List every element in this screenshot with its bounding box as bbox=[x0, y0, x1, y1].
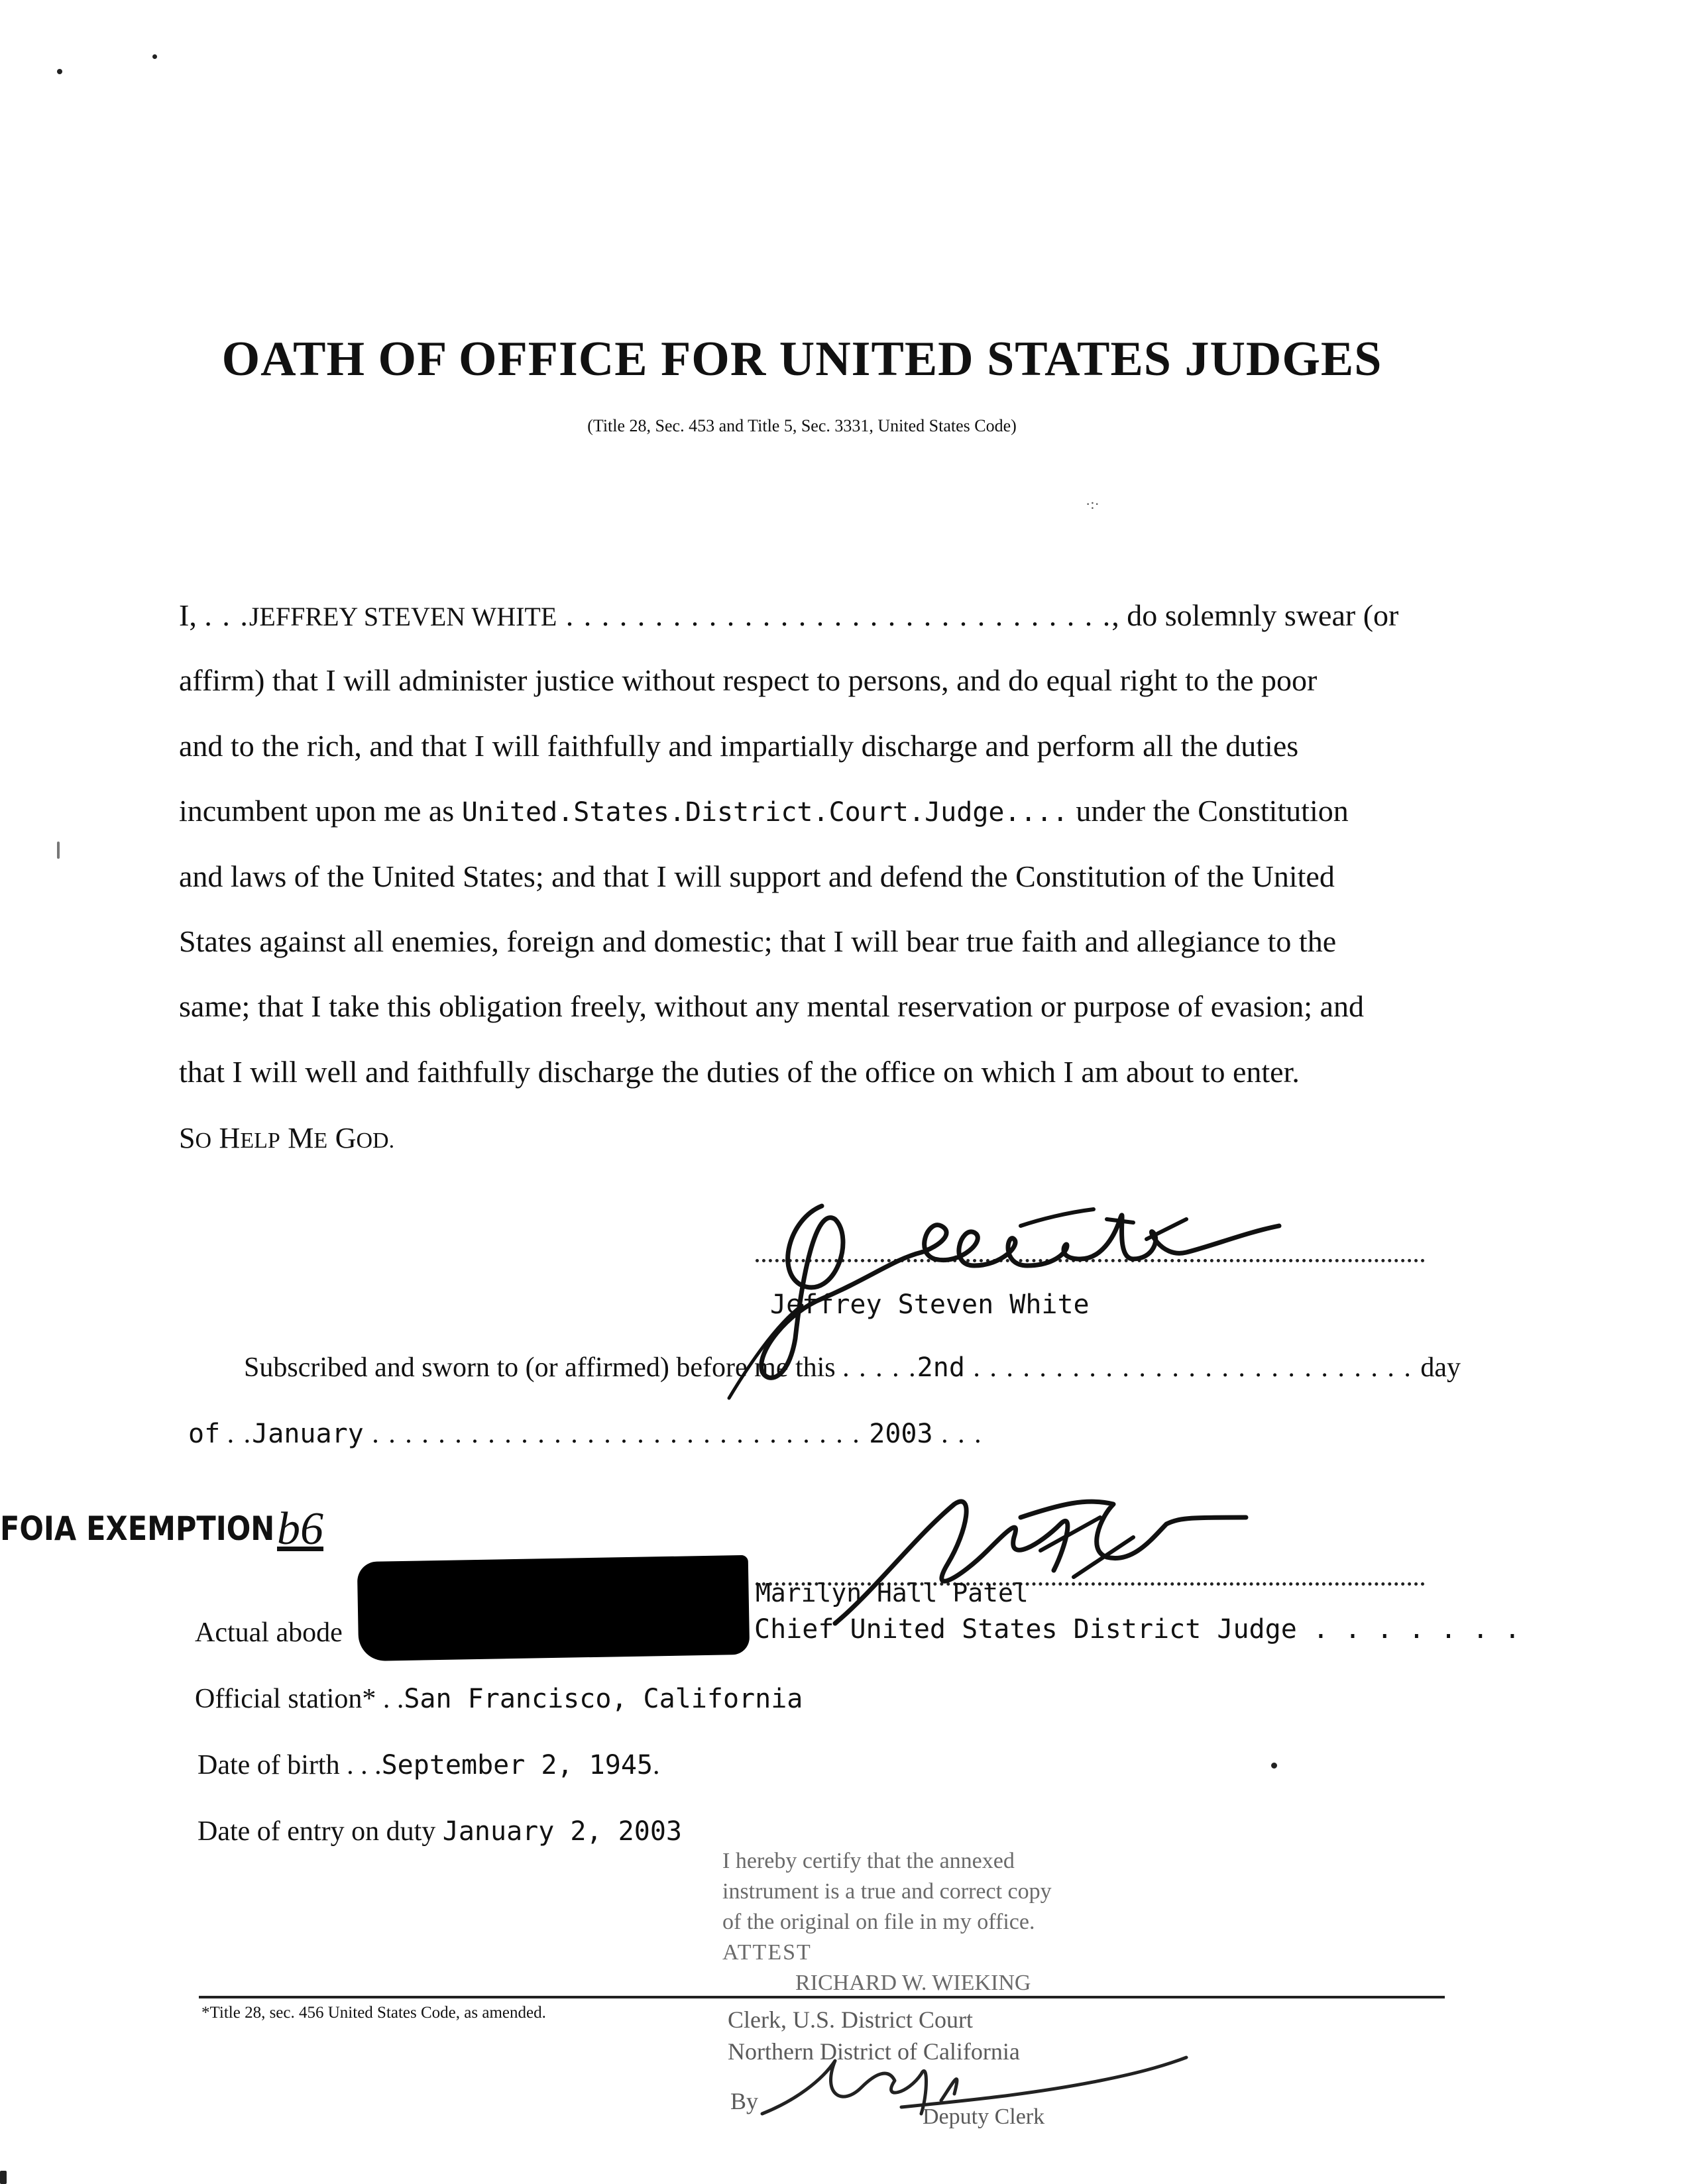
footnote: *Title 28, sec. 456 United States Code, as amended. bbox=[201, 2004, 546, 2022]
oath-line-7: same; that I take this obligation freely, without any mental reservation or purpose of evasion; and bbox=[179, 989, 1364, 1023]
sworn-lead: Subscribed and sworn to (or affirmed) before me this bbox=[244, 1352, 836, 1383]
birth-label: Date of birth bbox=[197, 1750, 340, 1780]
oath-line-3: and to the rich, and that I will faithfully and impartially discharge and perform all the duties bbox=[179, 729, 1299, 763]
oath-pronoun: I, bbox=[179, 598, 197, 632]
oath-position: United.States.District.Court.Judge.... bbox=[461, 797, 1068, 828]
birth-value: September 2, 1945 bbox=[381, 1750, 653, 1780]
oath-line-1-end: , do solemnly swear (or bbox=[1111, 598, 1399, 632]
oath-line-4-start: incumbent upon me as bbox=[179, 794, 455, 828]
foia-exemption-label: FOIA EXEMPTION bbox=[0, 1509, 275, 1548]
officer-title-line: Chief United States District Judge . . . . . . . bbox=[754, 1614, 1520, 1645]
sworn-year: 2003 bbox=[869, 1419, 933, 1449]
signer-printed-name: Jeffrey Steven White bbox=[770, 1289, 1090, 1320]
entry-value: January 2, 2003 bbox=[442, 1816, 682, 1847]
sworn-day: 2nd bbox=[917, 1352, 965, 1383]
footnote-rule bbox=[199, 1996, 1445, 1998]
sworn-day-label: day bbox=[1420, 1352, 1461, 1383]
scan-speck bbox=[57, 842, 60, 859]
oath-line-4 bbox=[179, 793, 1349, 828]
oath-line-8: that I will well and faithfully discharge the duties of the office on which I am about to enter. bbox=[179, 1055, 1300, 1089]
clerk-line-1: Clerk, U.S. District Court bbox=[728, 2006, 973, 2033]
clerk-line-2: Northern District of California bbox=[728, 2038, 1020, 2065]
cert-line-5: RICHARD W. WIEKING bbox=[795, 1971, 1031, 1995]
birth-row: Date of birth . . .September 2, 1945. bbox=[197, 1750, 660, 1780]
statute-citation: (Title 28, Sec. 453 and Title 5, Sec. 3331, United States Code) bbox=[587, 416, 1017, 435]
stray-mark: ·:· bbox=[1086, 496, 1099, 512]
by-label: By bbox=[730, 2088, 759, 2114]
abode-redaction bbox=[357, 1555, 750, 1661]
station-row: Official station* . .San Francisco, California bbox=[195, 1684, 803, 1714]
abode-label: Actual abode bbox=[195, 1617, 343, 1648]
scan-speck bbox=[57, 69, 62, 74]
cert-line-2: instrument is a true and correct copy bbox=[722, 1879, 1052, 1904]
oath-line-2: affirm) that I will administer justice without respect to persons, and do equal right to the poor bbox=[179, 663, 1318, 697]
oath-line-6: States against all enemies, foreign and domestic; that I will bear true faith and allegiance to the bbox=[179, 924, 1337, 958]
document-title: OATH OF OFFICE FOR UNITED STATES JUDGES bbox=[221, 332, 1382, 386]
foia-exemption-code: b6 bbox=[277, 1503, 323, 1555]
station-value: San Francisco, California bbox=[404, 1684, 803, 1714]
entry-label: Date of entry on duty bbox=[197, 1816, 436, 1847]
sworn-month-line: of . .January . . . . . . . . . . . . . . . . . . . . . . . . . . . . . . 2003 . . . bbox=[188, 1419, 983, 1449]
oath-name: JEFFREY STEVEN WHITE bbox=[249, 602, 557, 631]
oath-line-5: and laws of the United States; and that I will support and defend the Constitution of the United bbox=[179, 859, 1335, 893]
officer-handwritten-signature bbox=[822, 1478, 1286, 1637]
entry-row bbox=[197, 1816, 682, 1847]
cert-line-3: of the original on file in my office. bbox=[722, 1910, 1035, 1934]
cert-line-1: I hereby certify that the annexed bbox=[722, 1849, 1015, 1873]
sworn-of-label: of bbox=[188, 1419, 221, 1449]
scan-speck bbox=[152, 54, 157, 59]
scan-speck bbox=[0, 2171, 7, 2184]
station-label: Official station* bbox=[195, 1684, 376, 1714]
oath-line-4-end: under the Constitution bbox=[1076, 794, 1349, 828]
certification-stamp bbox=[722, 1846, 1052, 1998]
oath-line-1: I, . . .JEFFREY STEVEN WHITE . . . . . . . . . . . . . . . . . . . . . . . . . . . . . . ., do solemnly swear (or bbox=[179, 598, 1399, 632]
officer-title: Chief United States District Judge bbox=[754, 1614, 1297, 1645]
deputy-clerk-label: Deputy Clerk bbox=[923, 2104, 1045, 2129]
officer-name: Marilyn Hall Patel bbox=[756, 1578, 1029, 1608]
sworn-month: January bbox=[252, 1419, 364, 1449]
oath-closing: SO HELP ME GOD. bbox=[179, 1122, 395, 1154]
scan-speck bbox=[1271, 1763, 1277, 1769]
cert-line-4: ATTEST bbox=[722, 1940, 812, 1965]
sworn-line: Subscribed and sworn to (or affirmed) before me this . . . . .2nd . . . . . . . . . . . . . . . . . . . . . . . . . . . day bbox=[244, 1352, 1461, 1383]
